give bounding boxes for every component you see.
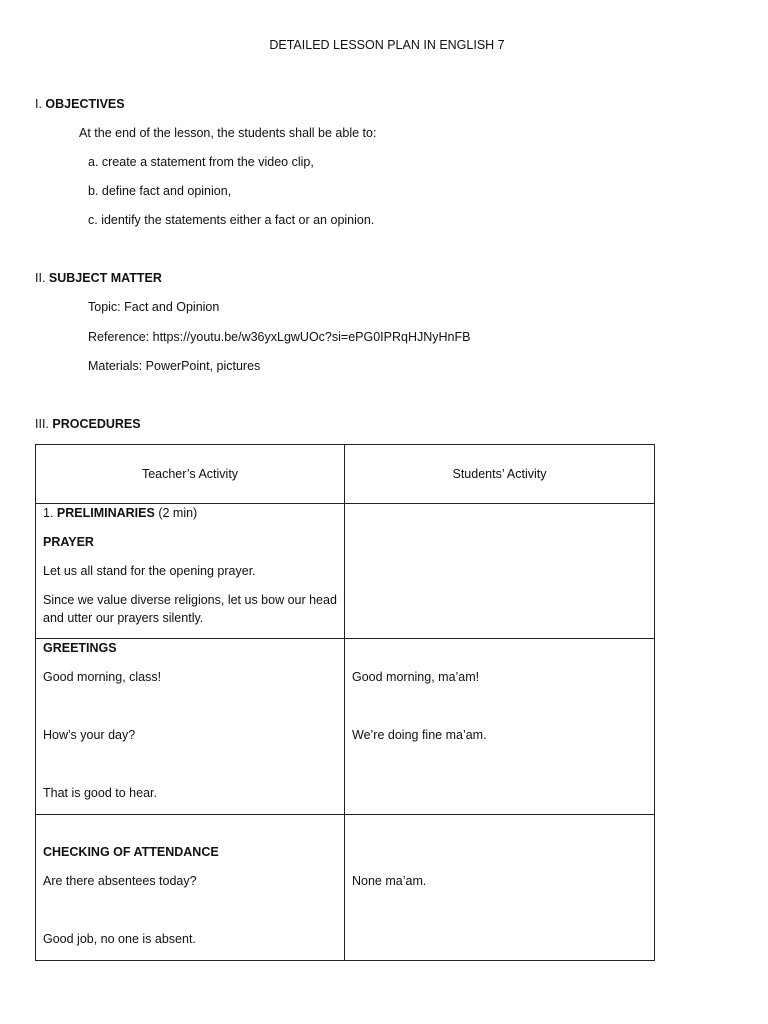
procedures-label: PROCEDURES: [52, 417, 141, 431]
reference-line: Reference: https://youtu.be/w36yxLgwUOc?si=ePG0IPRqHJNyHnFB: [88, 330, 471, 344]
attendance-teacher-line-1: Are there absentees today?: [43, 874, 197, 888]
attendance-heading: [43, 843, 337, 861]
subject-matter-number: II.: [35, 271, 49, 285]
objectives-number: I.: [35, 97, 46, 111]
objectives-intro: At the end of the lesson, the students shall be able to:: [79, 126, 377, 140]
prayer-line-2: Since we value diverse religions, let us bow our head and utter our prayers silently.: [43, 593, 337, 625]
objectives-heading: [35, 96, 125, 112]
prayer-line-1: Let us all stand for the opening prayer.: [43, 564, 256, 578]
greetings-label: GREETINGS: [43, 641, 117, 655]
table-header-row: [36, 445, 655, 504]
students-cell-greetings: [345, 639, 655, 815]
attendance-label: CHECKING OF ATTENDANCE: [43, 845, 219, 859]
materials-line: Materials: PowerPoint, pictures: [88, 359, 261, 373]
table-row-attendance: [36, 815, 655, 961]
objective-item-b: b. define fact and opinion,: [88, 184, 232, 198]
procedures-table: [35, 444, 655, 961]
objective-item-a: a. create a statement from the video clip,: [88, 155, 314, 169]
procedures-heading: [35, 416, 141, 432]
greetings-teacher-line-2: How’s your day?: [43, 728, 136, 742]
teacher-activity-header: Teacher’s Activity: [36, 445, 345, 504]
greetings-heading: [43, 639, 337, 657]
students-cell-attendance: [345, 815, 655, 961]
students-activity-header: Students’ Activity: [345, 445, 655, 504]
topic-line: Topic: Fact and Opinion: [88, 300, 220, 314]
preliminaries-heading: [43, 504, 337, 522]
subject-matter-heading: [35, 270, 162, 286]
attendance-teacher-line-2: Good job, no one is absent.: [43, 932, 196, 946]
preliminaries-time: (2 min): [154, 506, 198, 520]
greetings-teacher-line-3: That is good to hear.: [43, 786, 157, 800]
prayer-label: PRAYER: [43, 535, 94, 549]
prayer-heading: [43, 533, 337, 551]
table-row-preliminaries: [36, 504, 655, 639]
attendance-student-line-1: None ma’am.: [352, 874, 427, 888]
procedures-number: III.: [35, 417, 53, 431]
document-title: DETAILED LESSON PLAN IN ENGLISH 7: [269, 38, 505, 52]
preliminaries-number: 1.: [43, 506, 57, 520]
subject-matter-label: SUBJECT MATTER: [48, 271, 162, 285]
objectives-label: OBJECTIVES: [45, 97, 125, 111]
preliminaries-label: PRELIMINARIES: [56, 506, 155, 520]
table-row-greetings: [36, 639, 655, 815]
teacher-cell-greetings: [36, 639, 345, 815]
greetings-student-line-2: We’re doing fine ma’am.: [352, 728, 487, 742]
greetings-student-line-1: Good morning, ma’am!: [352, 670, 480, 684]
greetings-teacher-line-1: Good morning, class!: [43, 670, 162, 684]
teacher-cell-preliminaries: [36, 504, 345, 639]
students-cell-preliminaries: [345, 504, 655, 639]
teacher-cell-attendance: [36, 815, 345, 961]
objective-item-c: c. identify the statements either a fact or an opinion.: [88, 213, 375, 227]
